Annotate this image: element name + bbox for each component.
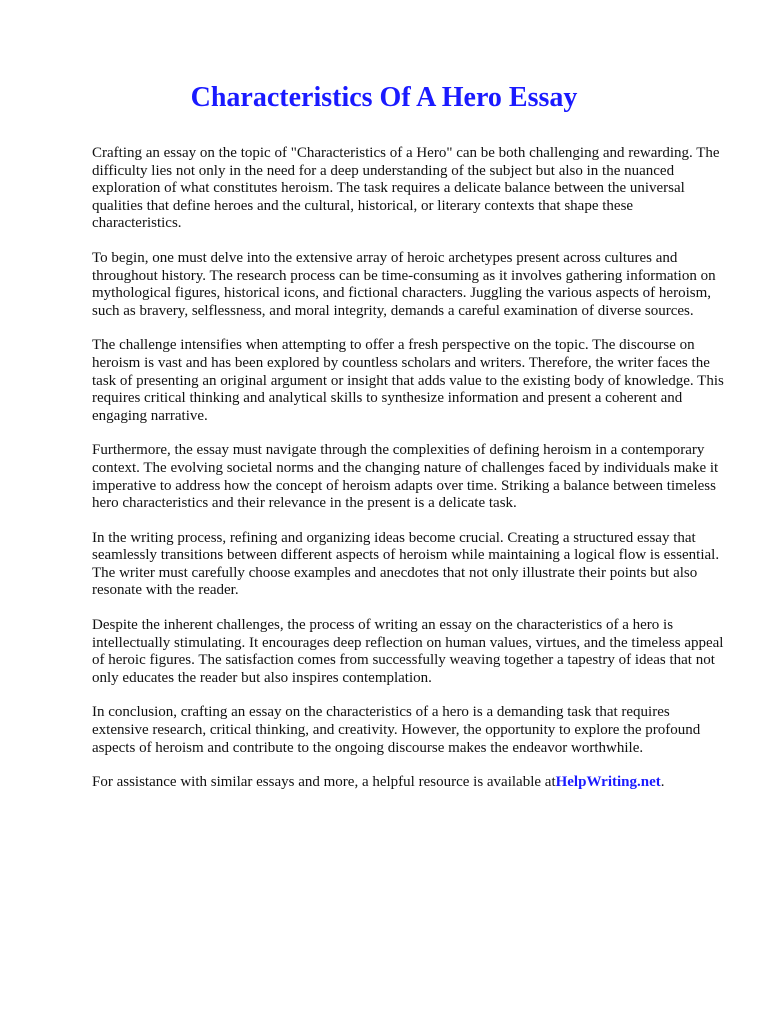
paragraph-1: Crafting an essay on the topic of "Characteristics of a Hero" can be both challenging and rewarding. The difficulty lies not only in the need for a deep understanding of the subject but also in the nuanced exploration of what constitutes heroism. The task requires a delicate balance between the universal qualities that define heroes and the cultural, historical, or literary contexts that shape these characteristics. bbox=[92, 145, 720, 232]
essay-body bbox=[92, 145, 726, 809]
paragraph-3: The challenge intensifies when attempting to offer a fresh perspective on the topic. The discourse on heroism is vast and has been explored by countless scholars and writers. Therefore, the writer faces the task of presenting an original argument or insight that adds value to the existing body of knowledge. This requires critical thinking and analytical skills to synthesize information and present a coherent and engaging narrative. bbox=[92, 337, 724, 424]
paragraph-7: In conclusion, crafting an essay on the characteristics of a hero is a demanding task that requires extensive research, critical thinking, and creativity. However, the opportunity to explore the profound aspects of heroism and contribute to the ongoing discourse makes the endeavor worthwhile. bbox=[92, 704, 701, 756]
closing-suffix: . bbox=[660, 774, 665, 791]
closing-paragraph bbox=[92, 774, 726, 792]
paragraph-5: In the writing process, refining and organizing ideas become crucial. Creating a structured essay that seamlessly transitions between different aspects of heroism while maintaining a logical flow is essential. The writer must carefully choose examples and anecdotes that not only illustrate their points but also resonate with the reader. bbox=[92, 529, 720, 599]
paragraph-6: Despite the inherent challenges, the process of writing an essay on the characteristics of a hero is intellectually stimulating. It encourages deep reflection on human values, virtues, and the timeless appeal of heroic figures. The satisfaction comes from successfully weaving together a tapestry of ideas that not only educates the reader but also inspires contemplation. bbox=[92, 617, 724, 686]
page-title: Characteristics Of A Hero Essay bbox=[190, 82, 578, 113]
paragraph-4: Furthermore, the essay must navigate through the complexities of defining heroism in a contemporary context. The evolving societal norms and the changing nature of challenges faced by individuals make it imperative to address how the concept of heroism adapts over time. Striking a balance between timeless hero characteristics and their relevance in the present is a delicate task. bbox=[92, 442, 719, 512]
closing-text: For assistance with similar essays and more, a helpful resource is available at bbox=[92, 774, 556, 791]
paragraph-2: To begin, one must delve into the extensive array of heroic archetypes present across cultures and throughout history. The research process can be time-consuming as it involves gathering information on mythological figures, historical icons, and fictional characters. Juggling the various aspects of heroism, such as bravery, selflessness, and moral integrity, demands a careful examination of diverse sources. bbox=[92, 249, 716, 319]
helpwriting-link[interactable]: HelpWriting.net bbox=[555, 774, 661, 791]
